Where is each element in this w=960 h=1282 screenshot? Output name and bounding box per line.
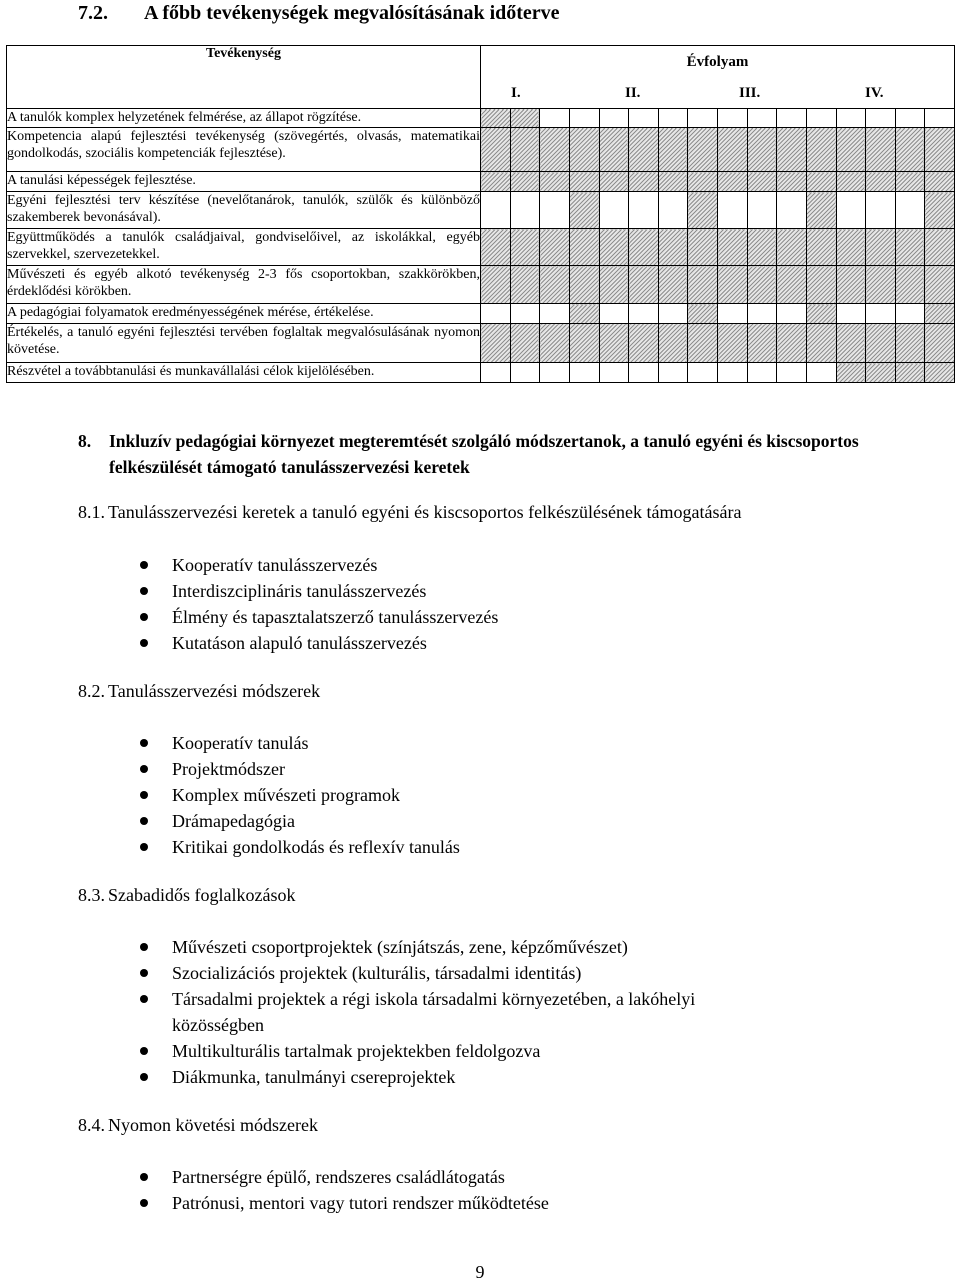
scheduled-period-cell <box>540 128 570 172</box>
bullet-icon <box>140 561 148 569</box>
list-item <box>140 934 780 960</box>
list-item <box>140 578 498 604</box>
bullet-icon <box>140 843 148 851</box>
scheduled-period-cell <box>481 128 511 172</box>
scheduled-period-cell <box>777 172 807 192</box>
list-item <box>140 1164 549 1190</box>
bullet-icon <box>140 943 148 951</box>
scheduled-period-cell <box>925 128 955 172</box>
bullet-icon <box>140 639 148 647</box>
empty-period-cell <box>777 109 807 128</box>
schedule-table <box>6 45 955 383</box>
empty-period-cell <box>895 304 925 324</box>
scheduled-period-cell <box>925 363 955 383</box>
bullet-icon <box>140 765 148 773</box>
list-item-text: Kooperatív tanulás <box>172 733 309 753</box>
empty-period-cell <box>540 192 570 229</box>
empty-period-cell <box>569 109 599 128</box>
subsection-title: Nyomon követési módszerek <box>108 1115 318 1135</box>
activity-cell: A tanulók komplex helyzetének felmérése, az állapot rögzítése. <box>7 109 481 128</box>
list-item-text: Diákmunka, tanulmányi csereprojektek <box>172 1067 456 1087</box>
subsection-8-2-heading <box>78 680 320 702</box>
scheduled-period-cell <box>658 266 688 304</box>
scheduled-period-cell <box>925 266 955 304</box>
empty-period-cell <box>658 363 688 383</box>
empty-period-cell <box>629 363 659 383</box>
scheduled-period-cell <box>718 266 748 304</box>
empty-period-cell <box>836 109 866 128</box>
scheduled-period-cell <box>718 172 748 192</box>
scheduled-period-cell <box>747 324 777 363</box>
table-row <box>7 109 955 128</box>
table-row <box>7 304 955 324</box>
scheduled-period-cell <box>688 229 718 266</box>
scheduled-period-cell <box>599 229 629 266</box>
bullet-icon <box>140 739 148 747</box>
scheduled-period-cell <box>599 128 629 172</box>
subsection-title: Szabadidős foglalkozások <box>108 885 296 905</box>
empty-period-cell <box>658 192 688 229</box>
subsection-8-4-heading <box>78 1114 318 1136</box>
scheduled-period-cell <box>658 172 688 192</box>
bullet-icon <box>140 1073 148 1081</box>
list-item-text: Interdiszciplináris tanulásszervezés <box>172 581 427 601</box>
scheduled-period-cell <box>629 128 659 172</box>
empty-period-cell <box>510 192 540 229</box>
table-row <box>7 324 955 363</box>
list-item-text: Társadalmi projektek a régi iskola társadalmi környezetében, a lakóhelyi közösségben <box>172 989 696 1035</box>
activity-cell: Művészeti és egyéb alkotó tevékenység 2-3 fős csoportokban, szakkörökben, érdeklődési körökben. <box>7 266 481 304</box>
bullet-icon <box>140 969 148 977</box>
scheduled-period-cell <box>540 266 570 304</box>
list-item-text: Kritikai gondolkodás és reflexív tanulás <box>172 837 460 857</box>
scheduled-period-cell <box>481 229 511 266</box>
scheduled-period-cell <box>629 324 659 363</box>
scheduled-period-cell <box>866 363 896 383</box>
empty-period-cell <box>688 109 718 128</box>
empty-period-cell <box>806 109 836 128</box>
empty-period-cell <box>510 363 540 383</box>
scheduled-period-cell <box>569 229 599 266</box>
list-item <box>140 1064 780 1090</box>
subsection-number: 8.2. <box>78 681 105 701</box>
empty-period-cell <box>540 363 570 383</box>
list-item <box>140 552 498 578</box>
table-row <box>7 229 955 266</box>
scheduled-period-cell <box>629 229 659 266</box>
bullet-icon <box>140 817 148 825</box>
scheduled-period-cell <box>540 229 570 266</box>
empty-period-cell <box>510 304 540 324</box>
scheduled-period-cell <box>718 128 748 172</box>
scheduled-period-cell <box>806 172 836 192</box>
bullet-icon <box>140 587 148 595</box>
empty-period-cell <box>658 304 688 324</box>
empty-period-cell <box>895 109 925 128</box>
scheduled-period-cell <box>688 128 718 172</box>
scheduled-period-cell <box>510 109 540 128</box>
scheduled-period-cell <box>688 172 718 192</box>
scheduled-period-cell <box>836 172 866 192</box>
bullet-icon <box>140 791 148 799</box>
bullet-list-8-1 <box>140 552 498 656</box>
scheduled-period-cell <box>629 172 659 192</box>
scheduled-period-cell <box>777 324 807 363</box>
empty-period-cell <box>599 304 629 324</box>
scheduled-period-cell <box>569 324 599 363</box>
list-item-text: Szocializációs projektek (kulturális, társadalmi identitás) <box>172 963 582 983</box>
activity-cell: Részvétel a továbbtanulási és munkavállalási célok kijelölésében. <box>7 363 481 383</box>
scheduled-period-cell <box>688 304 718 324</box>
empty-period-cell <box>540 109 570 128</box>
list-item-text: Projektmódszer <box>172 759 285 779</box>
list-item <box>140 1038 780 1064</box>
scheduled-period-cell <box>925 172 955 192</box>
list-item-text: Kutatáson alapuló tanulásszervezés <box>172 633 427 653</box>
section-title: A főbb tevékenységek megvalósításának időterve <box>144 2 560 24</box>
empty-period-cell <box>540 304 570 324</box>
scheduled-period-cell <box>806 304 836 324</box>
list-item-text: Multikulturális tartalmak projektekben feldolgozva <box>172 1041 541 1061</box>
scheduled-period-cell <box>569 128 599 172</box>
empty-period-cell <box>747 109 777 128</box>
list-item <box>140 630 498 656</box>
scheduled-period-cell <box>895 229 925 266</box>
empty-period-cell <box>629 109 659 128</box>
empty-period-cell <box>718 109 748 128</box>
bullet-icon <box>140 1173 148 1181</box>
scheduled-period-cell <box>866 128 896 172</box>
subsection-number: 8.3. <box>78 885 105 905</box>
scheduled-period-cell <box>777 229 807 266</box>
scheduled-period-cell <box>481 109 511 128</box>
list-item <box>140 756 460 782</box>
bullet-icon <box>140 995 148 1003</box>
table-row <box>7 266 955 304</box>
scheduled-period-cell <box>777 128 807 172</box>
bullet-icon <box>140 1199 148 1207</box>
scheduled-period-cell <box>510 324 540 363</box>
scheduled-period-cell <box>895 172 925 192</box>
scheduled-period-cell <box>747 172 777 192</box>
subsection-title: Tanulásszervezési keretek a tanuló egyéni és kiscsoportos felkészülésének támogatására <box>108 502 742 522</box>
list-item-text: Művészeti csoportprojektek (színjátszás, zene, képzőművészet) <box>172 937 628 957</box>
scheduled-period-cell <box>688 324 718 363</box>
list-item-text: Patrónusi, mentori vagy tutori rendszer működtetése <box>172 1193 549 1213</box>
scheduled-period-cell <box>481 172 511 192</box>
list-item <box>140 730 460 756</box>
scheduled-period-cell <box>806 266 836 304</box>
subsection-8-3-heading <box>78 884 295 906</box>
scheduled-period-cell <box>895 363 925 383</box>
scheduled-period-cell <box>895 266 925 304</box>
scheduled-period-cell <box>836 363 866 383</box>
list-item-text: Élmény és tapasztalatszerző tanulásszervezés <box>172 607 499 627</box>
empty-period-cell <box>777 363 807 383</box>
scheduled-period-cell <box>925 304 955 324</box>
bullet-list-8-3 <box>140 934 780 1090</box>
chapter-title: Inkluzív pedagógiai környezet megteremtését szolgáló módszertanok, a tanuló egyéni és kiscsoportos felkészülését támogató tanulásszervezési keretek <box>109 431 859 477</box>
scheduled-period-cell <box>688 266 718 304</box>
bullet-icon <box>140 1047 148 1055</box>
scheduled-period-cell <box>866 266 896 304</box>
scheduled-period-cell <box>629 266 659 304</box>
empty-period-cell <box>481 192 511 229</box>
empty-period-cell <box>688 363 718 383</box>
scheduled-period-cell <box>718 229 748 266</box>
empty-period-cell <box>747 363 777 383</box>
scheduled-period-cell <box>925 229 955 266</box>
scheduled-period-cell <box>747 266 777 304</box>
chapter-8-heading <box>78 428 898 480</box>
list-item <box>140 782 460 808</box>
scheduled-period-cell <box>569 172 599 192</box>
empty-period-cell <box>481 304 511 324</box>
empty-period-cell <box>806 363 836 383</box>
scheduled-period-cell <box>777 266 807 304</box>
scheduled-period-cell <box>481 266 511 304</box>
year-label: IV. <box>865 85 884 101</box>
year-label: II. <box>625 85 641 101</box>
list-item <box>140 808 460 834</box>
scheduled-period-cell <box>510 229 540 266</box>
list-item <box>140 1190 549 1216</box>
subsection-8-1-heading <box>78 501 741 523</box>
scheduled-period-cell <box>510 172 540 192</box>
empty-period-cell <box>895 192 925 229</box>
scheduled-period-cell <box>925 324 955 363</box>
scheduled-period-cell <box>658 128 688 172</box>
scheduled-period-cell <box>599 324 629 363</box>
activity-cell: Értékelés, a tanuló egyéni fejlesztési tervében foglaltak megvalósulásának nyomon követése. <box>7 324 481 363</box>
scheduled-period-cell <box>866 172 896 192</box>
year-label: III. <box>739 85 761 101</box>
scheduled-period-cell <box>510 266 540 304</box>
scheduled-period-cell <box>540 172 570 192</box>
empty-period-cell <box>599 109 629 128</box>
bullet-list-8-2 <box>140 730 460 860</box>
scheduled-period-cell <box>895 128 925 172</box>
subsection-number: 8.1. <box>78 502 105 522</box>
scheduled-period-cell <box>806 229 836 266</box>
scheduled-period-cell <box>925 192 955 229</box>
empty-period-cell <box>599 192 629 229</box>
scheduled-period-cell <box>806 128 836 172</box>
subsection-title: Tanulásszervezési módszerek <box>108 681 321 701</box>
list-item-text: Drámapedagógia <box>172 811 295 831</box>
table-row <box>7 363 955 383</box>
empty-period-cell <box>866 192 896 229</box>
scheduled-period-cell <box>569 266 599 304</box>
section-number: 7.2. <box>78 2 108 24</box>
scheduled-period-cell <box>540 324 570 363</box>
empty-period-cell <box>866 109 896 128</box>
empty-period-cell <box>747 192 777 229</box>
list-item-text: Partnerségre épülő, rendszeres családlátogatás <box>172 1167 505 1187</box>
scheduled-period-cell <box>481 324 511 363</box>
empty-period-cell <box>599 363 629 383</box>
table-row <box>7 192 955 229</box>
empty-period-cell <box>629 304 659 324</box>
list-item <box>140 986 780 1038</box>
year-label: I. <box>511 85 521 101</box>
activity-cell: A tanulási képességek fejlesztése. <box>7 172 481 192</box>
activity-header: Tevékenység <box>7 46 481 109</box>
activity-cell: A pedagógiai folyamatok eredményességének mérése, értékelése. <box>7 304 481 324</box>
scheduled-period-cell <box>747 128 777 172</box>
list-item <box>140 834 460 860</box>
scheduled-period-cell <box>569 304 599 324</box>
scheduled-period-cell <box>747 229 777 266</box>
empty-period-cell <box>777 192 807 229</box>
subsection-number: 8.4. <box>78 1115 105 1135</box>
scheduled-period-cell <box>836 324 866 363</box>
scheduled-period-cell <box>569 192 599 229</box>
scheduled-period-cell <box>658 324 688 363</box>
scheduled-period-cell <box>806 192 836 229</box>
list-item <box>140 960 780 986</box>
empty-period-cell <box>569 363 599 383</box>
activity-cell: Együttműködés a tanulók családjaival, gondviselőivel, az iskolákkal, egyéb szervekkel, szervezetekkel. <box>7 229 481 266</box>
list-item <box>140 604 498 630</box>
scheduled-period-cell <box>718 324 748 363</box>
list-item-text: Kooperatív tanulásszervezés <box>172 555 378 575</box>
activity-cell: Kompetencia alapú fejlesztési tevékenység (szövegértés, olvasás, matematikai gondolkodás, szociális kompetenciák fejlesztése). <box>7 128 481 172</box>
bullet-icon <box>140 613 148 621</box>
page-number: 9 <box>475 1262 485 1282</box>
empty-period-cell <box>658 109 688 128</box>
table-row <box>7 172 955 192</box>
section-heading <box>78 2 560 25</box>
scheduled-period-cell <box>836 128 866 172</box>
list-item-text: Komplex művészeti programok <box>172 785 400 805</box>
empty-period-cell <box>629 192 659 229</box>
bullet-list-8-4 <box>140 1164 549 1216</box>
empty-period-cell <box>718 304 748 324</box>
empty-period-cell <box>747 304 777 324</box>
empty-period-cell <box>718 192 748 229</box>
scheduled-period-cell <box>599 266 629 304</box>
empty-period-cell <box>777 304 807 324</box>
empty-period-cell <box>836 304 866 324</box>
empty-period-cell <box>481 363 511 383</box>
scheduled-period-cell <box>599 172 629 192</box>
table-row <box>7 128 955 172</box>
scheduled-period-cell <box>510 128 540 172</box>
empty-period-cell <box>718 363 748 383</box>
scheduled-period-cell <box>866 324 896 363</box>
table-header-row <box>7 46 955 109</box>
empty-period-cell <box>925 109 955 128</box>
scheduled-period-cell <box>688 192 718 229</box>
empty-period-cell <box>836 192 866 229</box>
scheduled-period-cell <box>836 229 866 266</box>
scheduled-period-cell <box>836 266 866 304</box>
empty-period-cell <box>866 304 896 324</box>
grade-header-cell <box>481 46 955 109</box>
grade-header: Évfolyam <box>686 54 749 70</box>
scheduled-period-cell <box>866 229 896 266</box>
scheduled-period-cell <box>895 324 925 363</box>
scheduled-period-cell <box>806 324 836 363</box>
scheduled-period-cell <box>658 229 688 266</box>
activity-cell: Egyéni fejlesztési terv készítése (nevelőtanárok, tanulók, szülők és különböző szakemberek bevonásával). <box>7 192 481 229</box>
chapter-number: 8. <box>78 431 92 451</box>
